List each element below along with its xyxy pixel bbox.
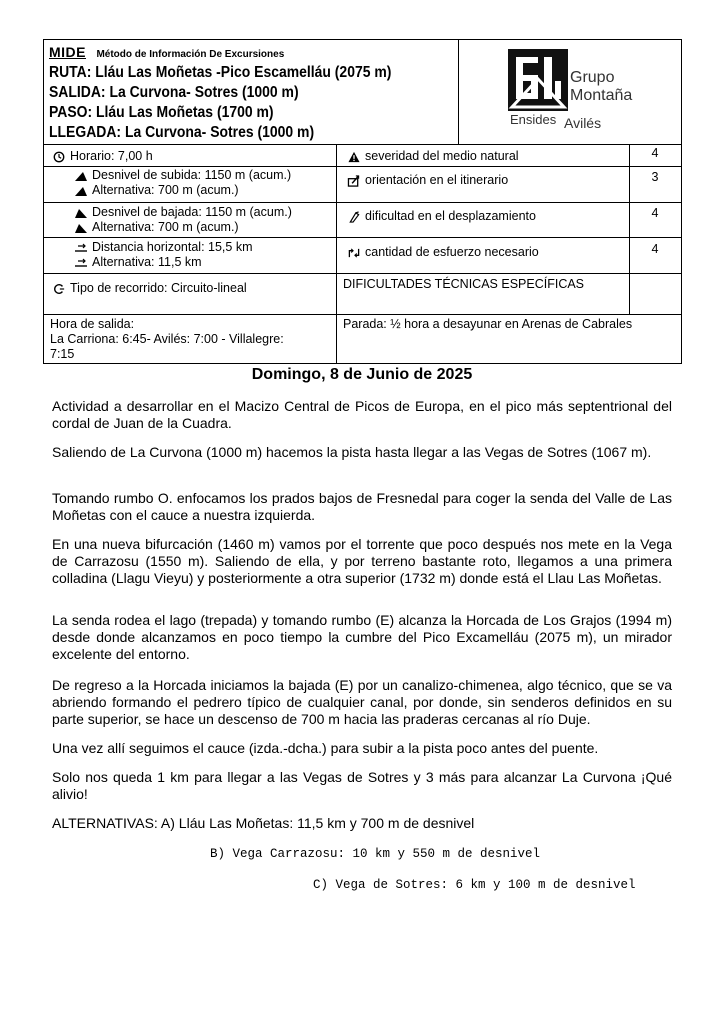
header-divider xyxy=(458,39,459,145)
row-divider-3 xyxy=(43,237,682,238)
severidad-text: severidad del medio natural xyxy=(365,149,519,163)
mide-heading xyxy=(49,44,284,62)
dificultades-tecnicas: DIFICULTADES TÉCNICAS ESPECÍFICAS xyxy=(343,277,585,291)
ruta-line: RUTA: Lláu Las Moñetas -Pico Escamelláu (2075 m) xyxy=(49,64,392,81)
date-heading: Domingo, 8 de Junio de 2025 xyxy=(251,366,473,383)
row-divider-1r xyxy=(336,166,682,167)
row-divider-2 xyxy=(43,202,682,203)
paragraph-5: La senda rodea el lago (trepada) y tomando rumbo (E) alcanza la Horcada de Los Grajos (1994 m) desde donde alcanzamos en poco tiempo la cumbre del Pico Excamelláu (2075 m), un mirador excelente del entorno. xyxy=(52,612,672,662)
distancia-text: Distancia horizontal: 15,5 km xyxy=(92,240,253,254)
alternativa-c: C) Vega de Sotres: 6 km y 100 m de desnivel xyxy=(313,878,636,892)
horario-text: Horario: 7,00 h xyxy=(70,149,153,163)
bajada-cell xyxy=(74,205,292,235)
warning-icon xyxy=(347,151,361,163)
paragraph-7: Una vez allí seguimos el cauce (izda.-dcha.) para subir a la pista poco antes del puente. xyxy=(52,740,599,756)
subida-cell xyxy=(74,168,291,198)
table-vdivider-score xyxy=(629,144,630,314)
logo-montana: Montaña xyxy=(570,87,633,104)
subida-text: Desnivel de subida: 1150 m (acum.) xyxy=(92,168,292,182)
table-vdivider-main xyxy=(336,144,337,364)
distancia-alt-text: Alternativa: 11,5 km xyxy=(92,255,202,269)
club-logo xyxy=(500,43,638,138)
esfuerzo-score: 4 xyxy=(651,242,659,256)
paso-line: PASO: Lláu Las Moñetas (1700 m) xyxy=(49,104,274,121)
dificultad-text: dificultad en el desplazamiento xyxy=(365,209,536,223)
row-divider-1 xyxy=(43,166,336,167)
esfuerzo-text: cantidad de esfuerzo necesario xyxy=(365,245,539,259)
logo-mark-icon xyxy=(508,49,568,111)
hora-salida-cell xyxy=(50,317,284,362)
orientacion-cell xyxy=(347,173,508,188)
ascent-alt-icon xyxy=(74,185,88,197)
logo-ensides: Ensides xyxy=(510,112,557,127)
descent-alt-icon xyxy=(74,222,88,234)
parada-cell: Parada: ½ hora a desayunar en Arenas de Cabrales xyxy=(343,317,633,331)
dificultad-score: 4 xyxy=(651,206,659,220)
clock-icon xyxy=(52,151,66,163)
paragraph-4: En una nueva bifurcación (1460 m) vamos por el torrente que poco después nos mete en la Vega de Carrazosu (1550 m). Saliendo de ella, y por terreno bastante roto, llegamos a una primera colladina (Llagu Vieyu) y posteriormente a otra superior (1732 m) donde está el Llau Las Moñetas. xyxy=(52,536,672,586)
effort-icon xyxy=(347,247,361,259)
row-divider-5 xyxy=(43,314,682,315)
paragraph-8: Solo nos queda 1 km para llegar a las Vegas de Sotres y 3 más para alcanzar La Curvona ¡Qué alivio! xyxy=(52,769,672,802)
bajada-text: Desnivel de bajada: 1150 m (acum.) xyxy=(92,205,292,219)
paragraph-3: Tomando rumbo O. enfocamos los prados bajos de Fresnedal para coger la senda del Valle de Las Moñetas con el cauce a nuestra izquierda. xyxy=(52,490,672,523)
alternativa-a: ALTERNATIVAS: A) Lláu Las Moñetas: 11,5 km y 700 m de desnivel xyxy=(52,815,475,831)
mide-title: MIDE xyxy=(49,44,86,60)
distance-icon xyxy=(74,242,88,254)
severidad-score: 4 xyxy=(651,146,659,160)
hora-salida-line2: La Carriona: 6:45- Avilés: 7:00 - Villalegre: xyxy=(50,332,284,346)
descent-icon xyxy=(74,207,88,219)
boot-icon xyxy=(347,211,361,223)
circuit-icon xyxy=(52,283,66,295)
subida-alt-text: Alternativa: 700 m (acum.) xyxy=(92,183,239,197)
paragraph-1: Actividad a desarrollar en el Macizo Central de Picos de Europa, en el pico más septentrional del cordal de Juan de la Cuadra. xyxy=(52,398,672,431)
horario-cell xyxy=(52,149,153,164)
logo-aviles: Avilés xyxy=(564,115,602,131)
esfuerzo-cell xyxy=(347,245,539,260)
ascent-icon xyxy=(74,170,88,182)
orientation-icon xyxy=(347,175,361,187)
bajada-alt-text: Alternativa: 700 m (acum.) xyxy=(92,220,239,234)
hora-salida-line3: 7:15 xyxy=(50,347,75,361)
paragraph-6: De regreso a la Horcada iniciamos la bajada (E) por un canalizo-chimenea, algo técnico, que se va abriendo formando el pedrero típico de cualquier canal, por donde, sin senderos definidos en su parte superior, se hace un descenso de 700 m hacia las praderas cercanas al río Duje. xyxy=(52,677,672,727)
dificultad-cell xyxy=(347,209,536,224)
orientacion-text: orientación en el itinerario xyxy=(365,173,509,187)
distance-alt-icon xyxy=(74,257,88,269)
logo-grupo: Grupo xyxy=(570,69,615,86)
alternativa-b: B) Vega Carrazosu: 10 km y 550 m de desnivel xyxy=(210,847,541,861)
tipo-cell xyxy=(52,281,247,296)
tipo-text: Tipo de recorrido: Circuito-lineal xyxy=(70,281,247,295)
llegada-line: LLEGADA: La Curvona- Sotres (1000 m) xyxy=(49,124,315,141)
orientacion-score: 3 xyxy=(651,170,659,184)
severidad-cell xyxy=(347,149,519,164)
hora-salida-label: Hora de salida: xyxy=(50,317,135,331)
paragraph-2: Saliendo de La Curvona (1000 m) hacemos la pista hasta llegar a las Vegas de Sotres (1067 m). xyxy=(52,444,652,460)
distancia-cell xyxy=(74,240,253,270)
row-divider-4 xyxy=(43,273,682,274)
mide-subtitle: Método de Información De Excursiones xyxy=(96,49,285,60)
salida-line: SALIDA: La Curvona- Sotres (1000 m) xyxy=(49,84,299,101)
